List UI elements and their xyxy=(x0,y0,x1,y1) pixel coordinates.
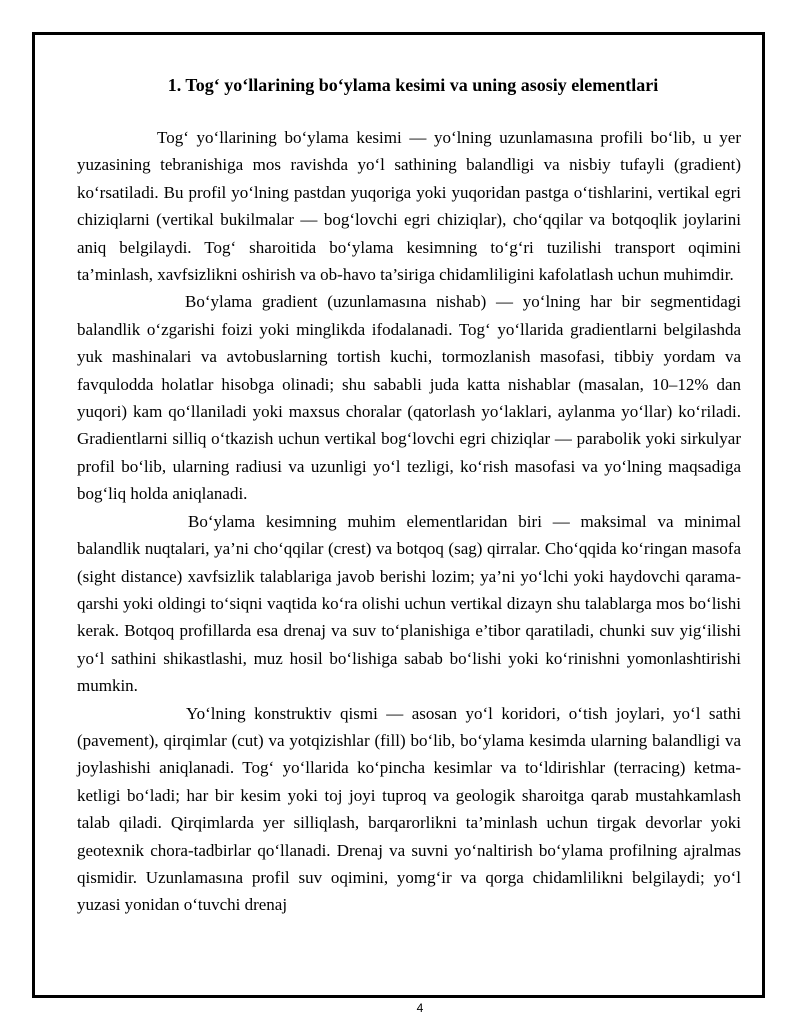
paragraph-4: Yo‘lning konstruktiv qismi — asosan yo‘l koridori, o‘tish joylari, yo‘l sathi (pavement), qirqimlar (cut) va yotqizishlar (fill) bo‘lib, bo‘ylama kesimda ularning balandligi va joylashishi aniqlanadi. Tog‘ yo‘llarida ko‘pincha kesimlar va to‘ldirishlar (terracing) ketma-ketligi bo‘ladi; har bir kesim yoki toj joyi tuproq va geologik sharoitga qarab mustahkamlash talab qiladi. Qirqimlarda yer silliqlash, barqarorlikni ta’minlash uchun tirgak devorlar yoki geotexnik chora-tadbirlar qo‘llanadi. Drenaj va suvni yo‘naltirish bo‘ylama profilning ajralmas qismidir. Uzunlamasına profil suv oqimini, yomg‘ir va qorga chidamlilikni belgilaydi; yo‘l yuzasi yonidan o‘tuvchi drenaj xyxy=(77,703,741,915)
paragraph-1: Tog‘ yo‘llarining bo‘ylama kesimi — yo‘lning uzunlamasına profili bo‘lib, u yer yuzasining tebranishiga mos ravishda yo‘l sathining balandligi va nisbiy tufayli (gradient) ko‘rsatiladi. Bu profil yo‘lning pastdan yuqoriga yoki yuqoridan pastga o‘tishlarini, vertikal egri chiziqlarni (vertikal bukilmalar — bog‘lovchi egri chiziqlar), cho‘qqilar va botqoqlik joylarini aniq belgilaydi. Tog‘ sharoitida bo‘ylama kesimning to‘g‘ri tuzilishi transport oqimini ta’minlash, xavfsizlikni oshirish va ob-havo ta’siriga chidamliligini kafolatlash uchun muhimdir. xyxy=(77,128,741,285)
document-body xyxy=(77,72,741,919)
paragraph-3: Bo‘ylama kesimning muhim elementlaridan biri — maksimal va minimal balandlik nuqtalari, ya’ni cho‘qqilar (crest) va botqoq (sag) qirralar. Cho‘qqida ko‘ringan masofa (sight distance) xavfsizlik talablariga javob berishi lozim; ya’ni yo‘lchi yoki haydovchi qarama-qarshi yoki oldingi to‘siqni vaqtida ko‘ra olishi uchun vertikal dizayn shu talablarga mos bo‘lishi kerak. Botqoq profillarda esa drenaj va suv to‘planishiga e’tibor qaratiladi, chunki suv yig‘ilishi yo‘l sathini shikastlashi, muz hosil bo‘lishiga sabab bo‘lishi yoki ko‘rinishni yomonlashtirishi mumkin. xyxy=(77,511,741,696)
page-number: 4 xyxy=(416,1001,424,1015)
paragraph-2: Bo‘ylama gradient (uzunlamasına nishab) — yo‘lning har bir segmentidagi balandlik o‘zgarishi foizi yoki minglikda ifodalanadi. Tog‘ yo‘llarida gradientlarni belgilashda yuk mashinalari va avtobuslarning tortish kuchi, tormozlanish masofasi, tibbiy yordam va favqulodda holatlar hisobga olinadi; shu sababli juda katta nishablar (masalan, 10–12% dan yuqori) kam qo‘llaniladi yoki maxsus choralar (qatorlash yo‘laklari, aylanma yo‘llar) ko‘riladi. Gradientlarni silliq o‘tkazish uchun vertikal bog‘lovchi egri chiziqlar — parabolik yoki sirkulyar profil bo‘lib, ularning radiusi va uzunligi yo‘l tezligi, ko‘rish masofasi va yo‘lning maqsadiga bog‘liq holda aniqlanadi. xyxy=(77,292,741,504)
section-heading: 1. Tog‘ yo‘llarining bo‘ylama kesimi va uning asosiy elementlari xyxy=(167,75,659,95)
